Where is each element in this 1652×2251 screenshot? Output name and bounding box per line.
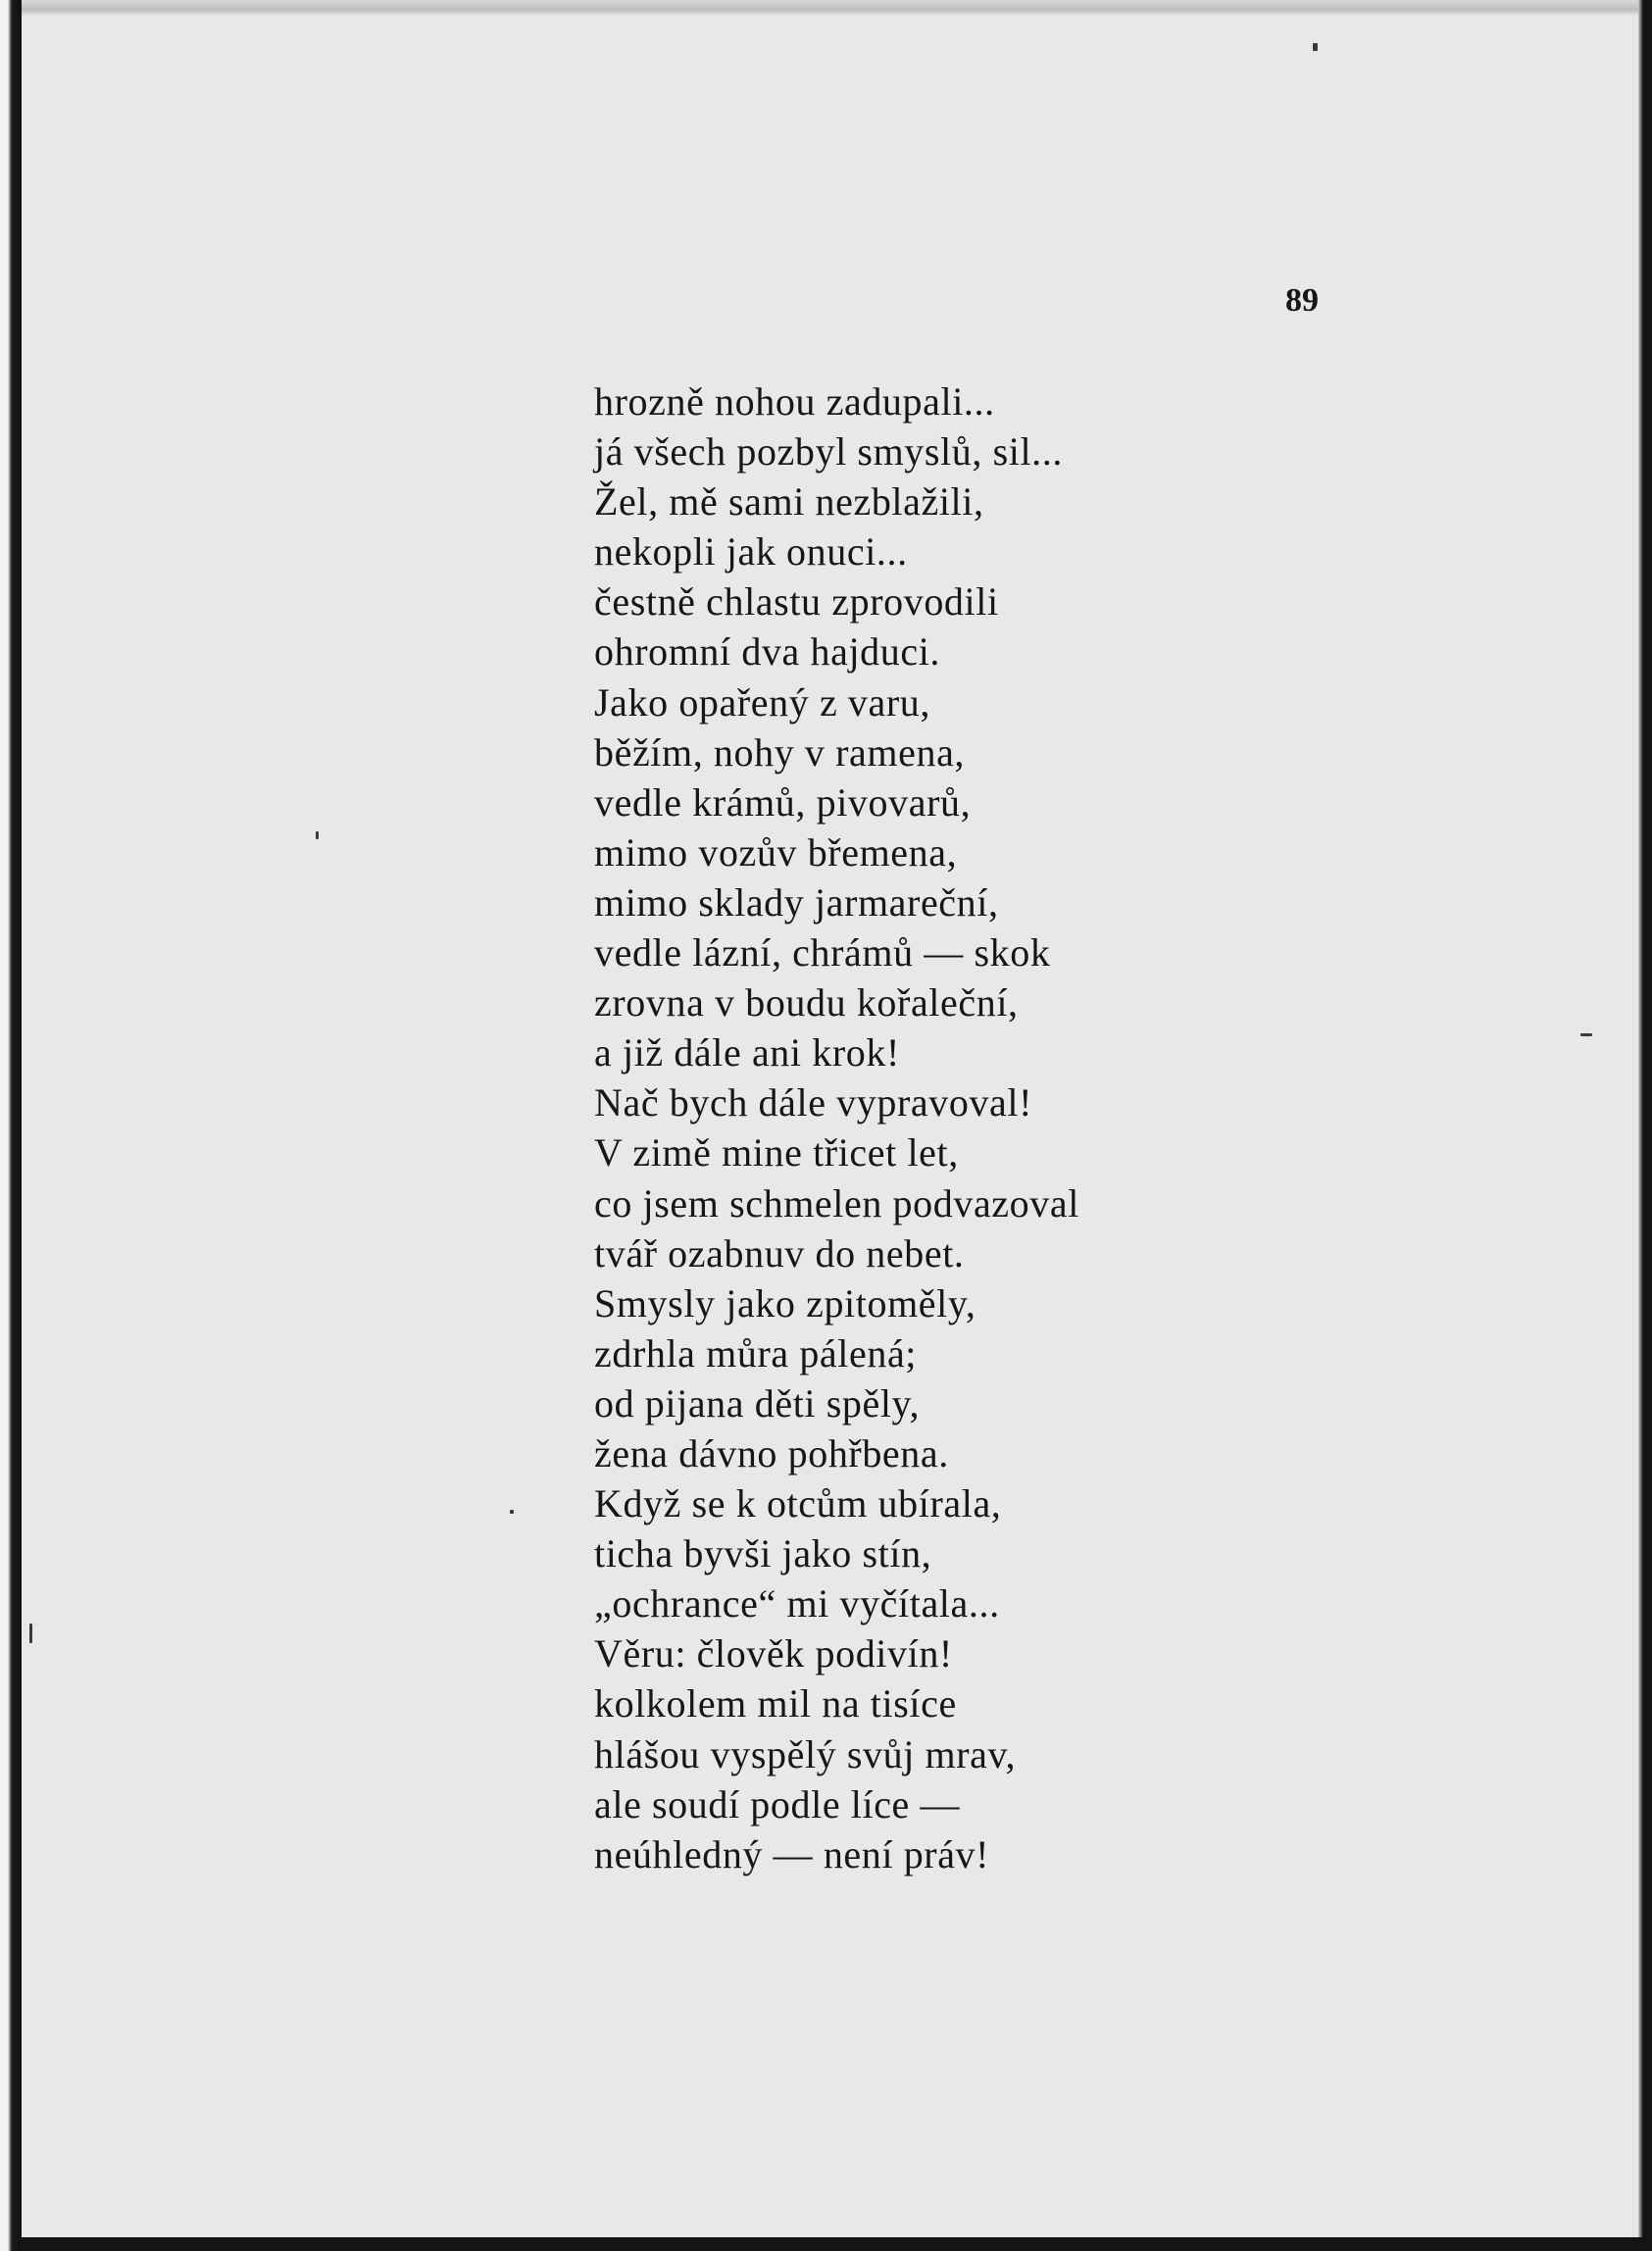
poem-line: Žel, mě sami nezblažili, [594, 479, 984, 525]
poem-line: já všech pozbyl smyslů, sil... [594, 429, 1063, 475]
poem-line: vedle lázní, chrámů — skok [594, 930, 1051, 975]
poem-text [594, 376, 1280, 1879]
poem-line: běžím, nohy v ramena, [594, 729, 966, 775]
poem-line: mimo sklady jarmareční, [594, 879, 999, 925]
scan-right-edge [1638, 0, 1652, 2251]
poem-line: od pijana děti spěly, [594, 1380, 921, 1426]
poem-line: ale soudí podle líce — [594, 1781, 961, 1826]
scan-top-edge [22, 0, 1652, 16]
poem-line: zrovna v boudu kořaleční, [594, 980, 1019, 1025]
poem-line: hrozně nohou zadupali... [594, 379, 995, 424]
poem-line: a již dále ani krok! [594, 1030, 900, 1075]
poem-line: Smysly jako zpitoměly, [594, 1280, 976, 1326]
poem-line: co jsem schmelen podvazoval [594, 1180, 1079, 1226]
poem-line: „ochrance“ mi vyčítala... [594, 1581, 1000, 1626]
poem-line: nekopli jak onuci... [594, 529, 908, 575]
poem-line: zdrhla můra pálená; [594, 1330, 918, 1376]
book-page [22, 16, 1638, 2237]
poem-line: Věru: člověk podivín! [594, 1631, 953, 1676]
poem-line: ohromní dva hajduci. [594, 629, 941, 675]
page-number: 89 [1285, 282, 1319, 319]
poem-line: Nač bych dále vypravoval! [594, 1080, 1033, 1126]
scan-bottom-edge [22, 2237, 1652, 2251]
poem-line: tvář ozabnuv do nebet. [594, 1230, 965, 1276]
poem-line: Když se k otcům ubírala, [594, 1481, 1002, 1526]
poem-line: Jako opařený z varu, [594, 679, 930, 725]
poem-line: žena dávno pohřbena. [594, 1430, 949, 1476]
dust-speck [316, 831, 319, 839]
dust-speck [1580, 1033, 1592, 1036]
scan-left-edge [0, 0, 22, 2251]
poem-line: hlášou vyspělý svůj mrav, [594, 1731, 1017, 1776]
dust-speck [29, 1624, 32, 1643]
poem-line: mimo vozův břemena, [594, 829, 958, 875]
poem-line: čestně chlastu zprovodili [594, 579, 999, 625]
dust-speck [1313, 43, 1318, 51]
poem-line: V zimě mine třicet let, [594, 1130, 959, 1176]
dust-speck [510, 1510, 514, 1514]
poem-line: kolkolem mil na tisíce [594, 1681, 957, 1726]
poem-line: ticha byvši jako stín, [594, 1531, 932, 1576]
poem-line: vedle krámů, pivovarů, [594, 779, 972, 825]
poem-line: neúhledný — není práv! [594, 1831, 990, 1876]
